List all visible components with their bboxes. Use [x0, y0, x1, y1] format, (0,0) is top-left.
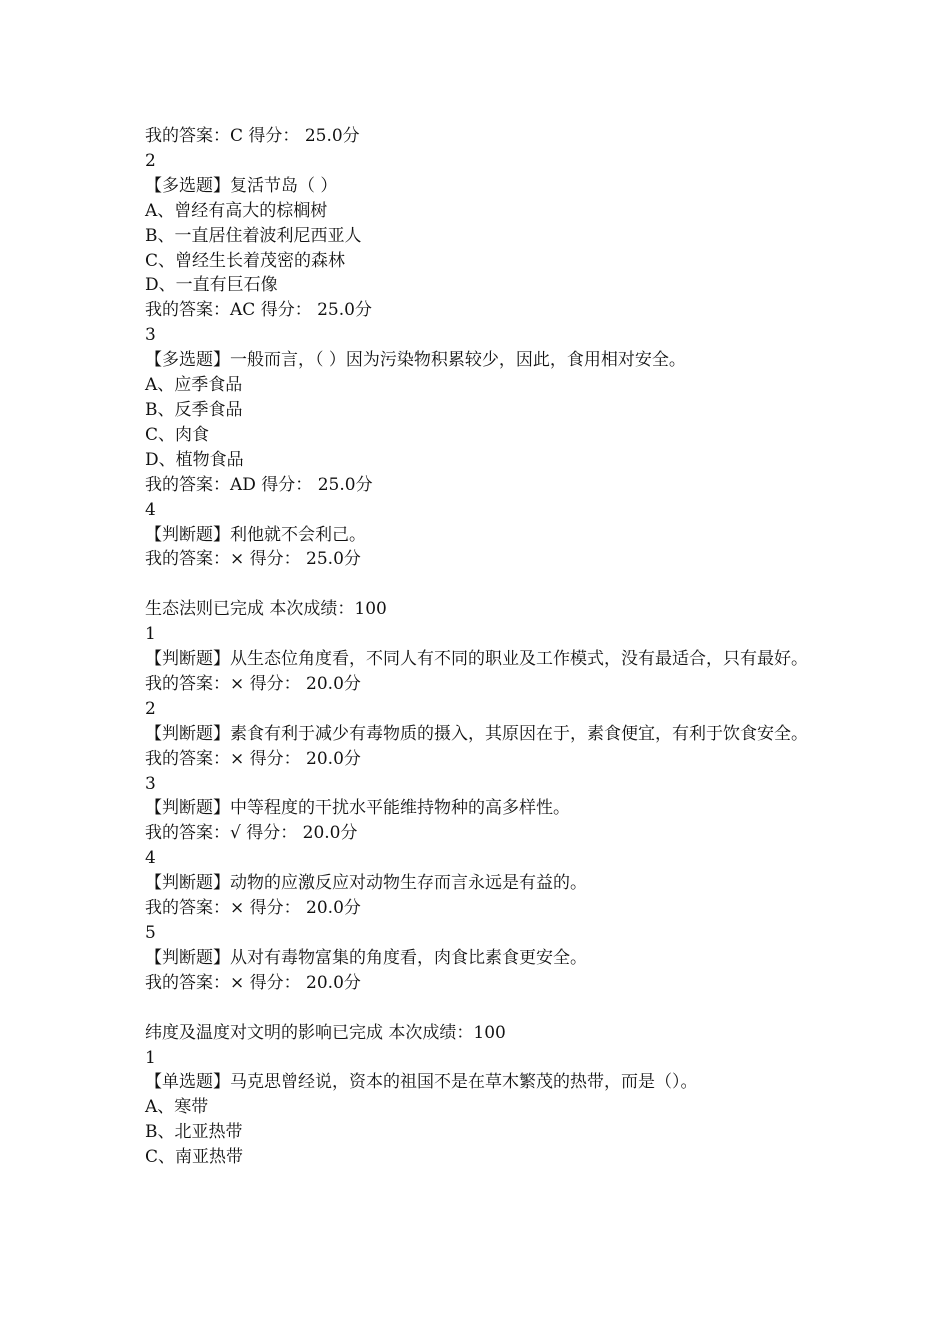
question-number: 5: [145, 922, 156, 943]
section-spacer: [145, 572, 825, 597]
my-answer-score: 我的答案：× 得分： 25.0分: [145, 549, 361, 570]
question-text: 【判断题】利他就不会利己。: [145, 524, 366, 545]
question-text: 【多选题】一般而言，（ ）因为污染物积累较少，因此，食用相对安全。: [145, 350, 686, 371]
question-number: 3: [145, 773, 156, 794]
question-text: 【判断题】中等程度的干扰水平能维持物种的高多样性。: [145, 798, 570, 819]
document-body: [145, 124, 825, 1170]
question-number: 4: [145, 848, 156, 869]
section-spacer: [145, 996, 825, 1021]
answer-option: B、一直居住着波利尼西亚人: [145, 225, 362, 246]
answer-option: A、应季食品: [145, 375, 243, 396]
answer-option: C、南亚热带: [145, 1147, 244, 1168]
question-number: 1: [145, 624, 156, 645]
answer-option: C、肉食: [145, 424, 210, 445]
section-title: 纬度及温度对文明的影响已完成 本次成绩：100: [145, 1022, 506, 1043]
my-answer-score: 我的答案：√ 得分： 20.0分: [145, 823, 358, 844]
my-answer-score: 我的答案：× 得分： 20.0分: [145, 673, 361, 694]
answer-option: B、反季食品: [145, 399, 243, 420]
my-answer-score: 我的答案：× 得分： 20.0分: [145, 972, 361, 993]
question-text: 【判断题】从对有毒物富集的角度看，肉食比素食更安全。: [145, 947, 587, 968]
question-number: 1: [145, 1047, 156, 1068]
question-text: 【判断题】素食有利于减少有毒物质的摄入，其原因在于，素食便宜，有利于饮食安全。: [145, 723, 808, 744]
answer-option: A、曾经有高大的棕榈树: [145, 200, 328, 221]
question-text: 【多选题】复活节岛（ ）: [145, 175, 338, 196]
question-number: 3: [145, 325, 156, 346]
answer-option: A、寒带: [145, 1097, 209, 1118]
my-answer-score: 我的答案：AC 得分： 25.0分: [145, 300, 372, 321]
question-text: 【单选题】马克思曾经说，资本的祖国不是在草木繁茂的热带，而是（）。: [145, 1072, 698, 1093]
answer-option: C、曾经生长着茂密的森林: [145, 250, 346, 271]
my-answer-score: 我的答案：C 得分： 25.0分: [145, 126, 360, 146]
question-text: 【判断题】动物的应激反应对动物生存而言永远是有益的。: [145, 873, 587, 894]
answer-option: D、植物食品: [145, 449, 244, 470]
question-text: 【判断题】从生态位角度看，不同人有不同的职业及工作模式，没有最适合，只有最好。: [145, 649, 808, 670]
question-number: 2: [145, 698, 156, 719]
question-number: 2: [145, 150, 156, 171]
question-number: 4: [145, 499, 156, 520]
answer-option: B、北亚热带: [145, 1122, 243, 1143]
my-answer-score: 我的答案：× 得分： 20.0分: [145, 748, 361, 769]
my-answer-score: 我的答案：AD 得分： 25.0分: [145, 474, 373, 495]
answer-option: D、一直有巨石像: [145, 275, 278, 296]
my-answer-score: 我的答案：× 得分： 20.0分: [145, 898, 361, 919]
section-title: 生态法则已完成 本次成绩：100: [145, 599, 387, 620]
